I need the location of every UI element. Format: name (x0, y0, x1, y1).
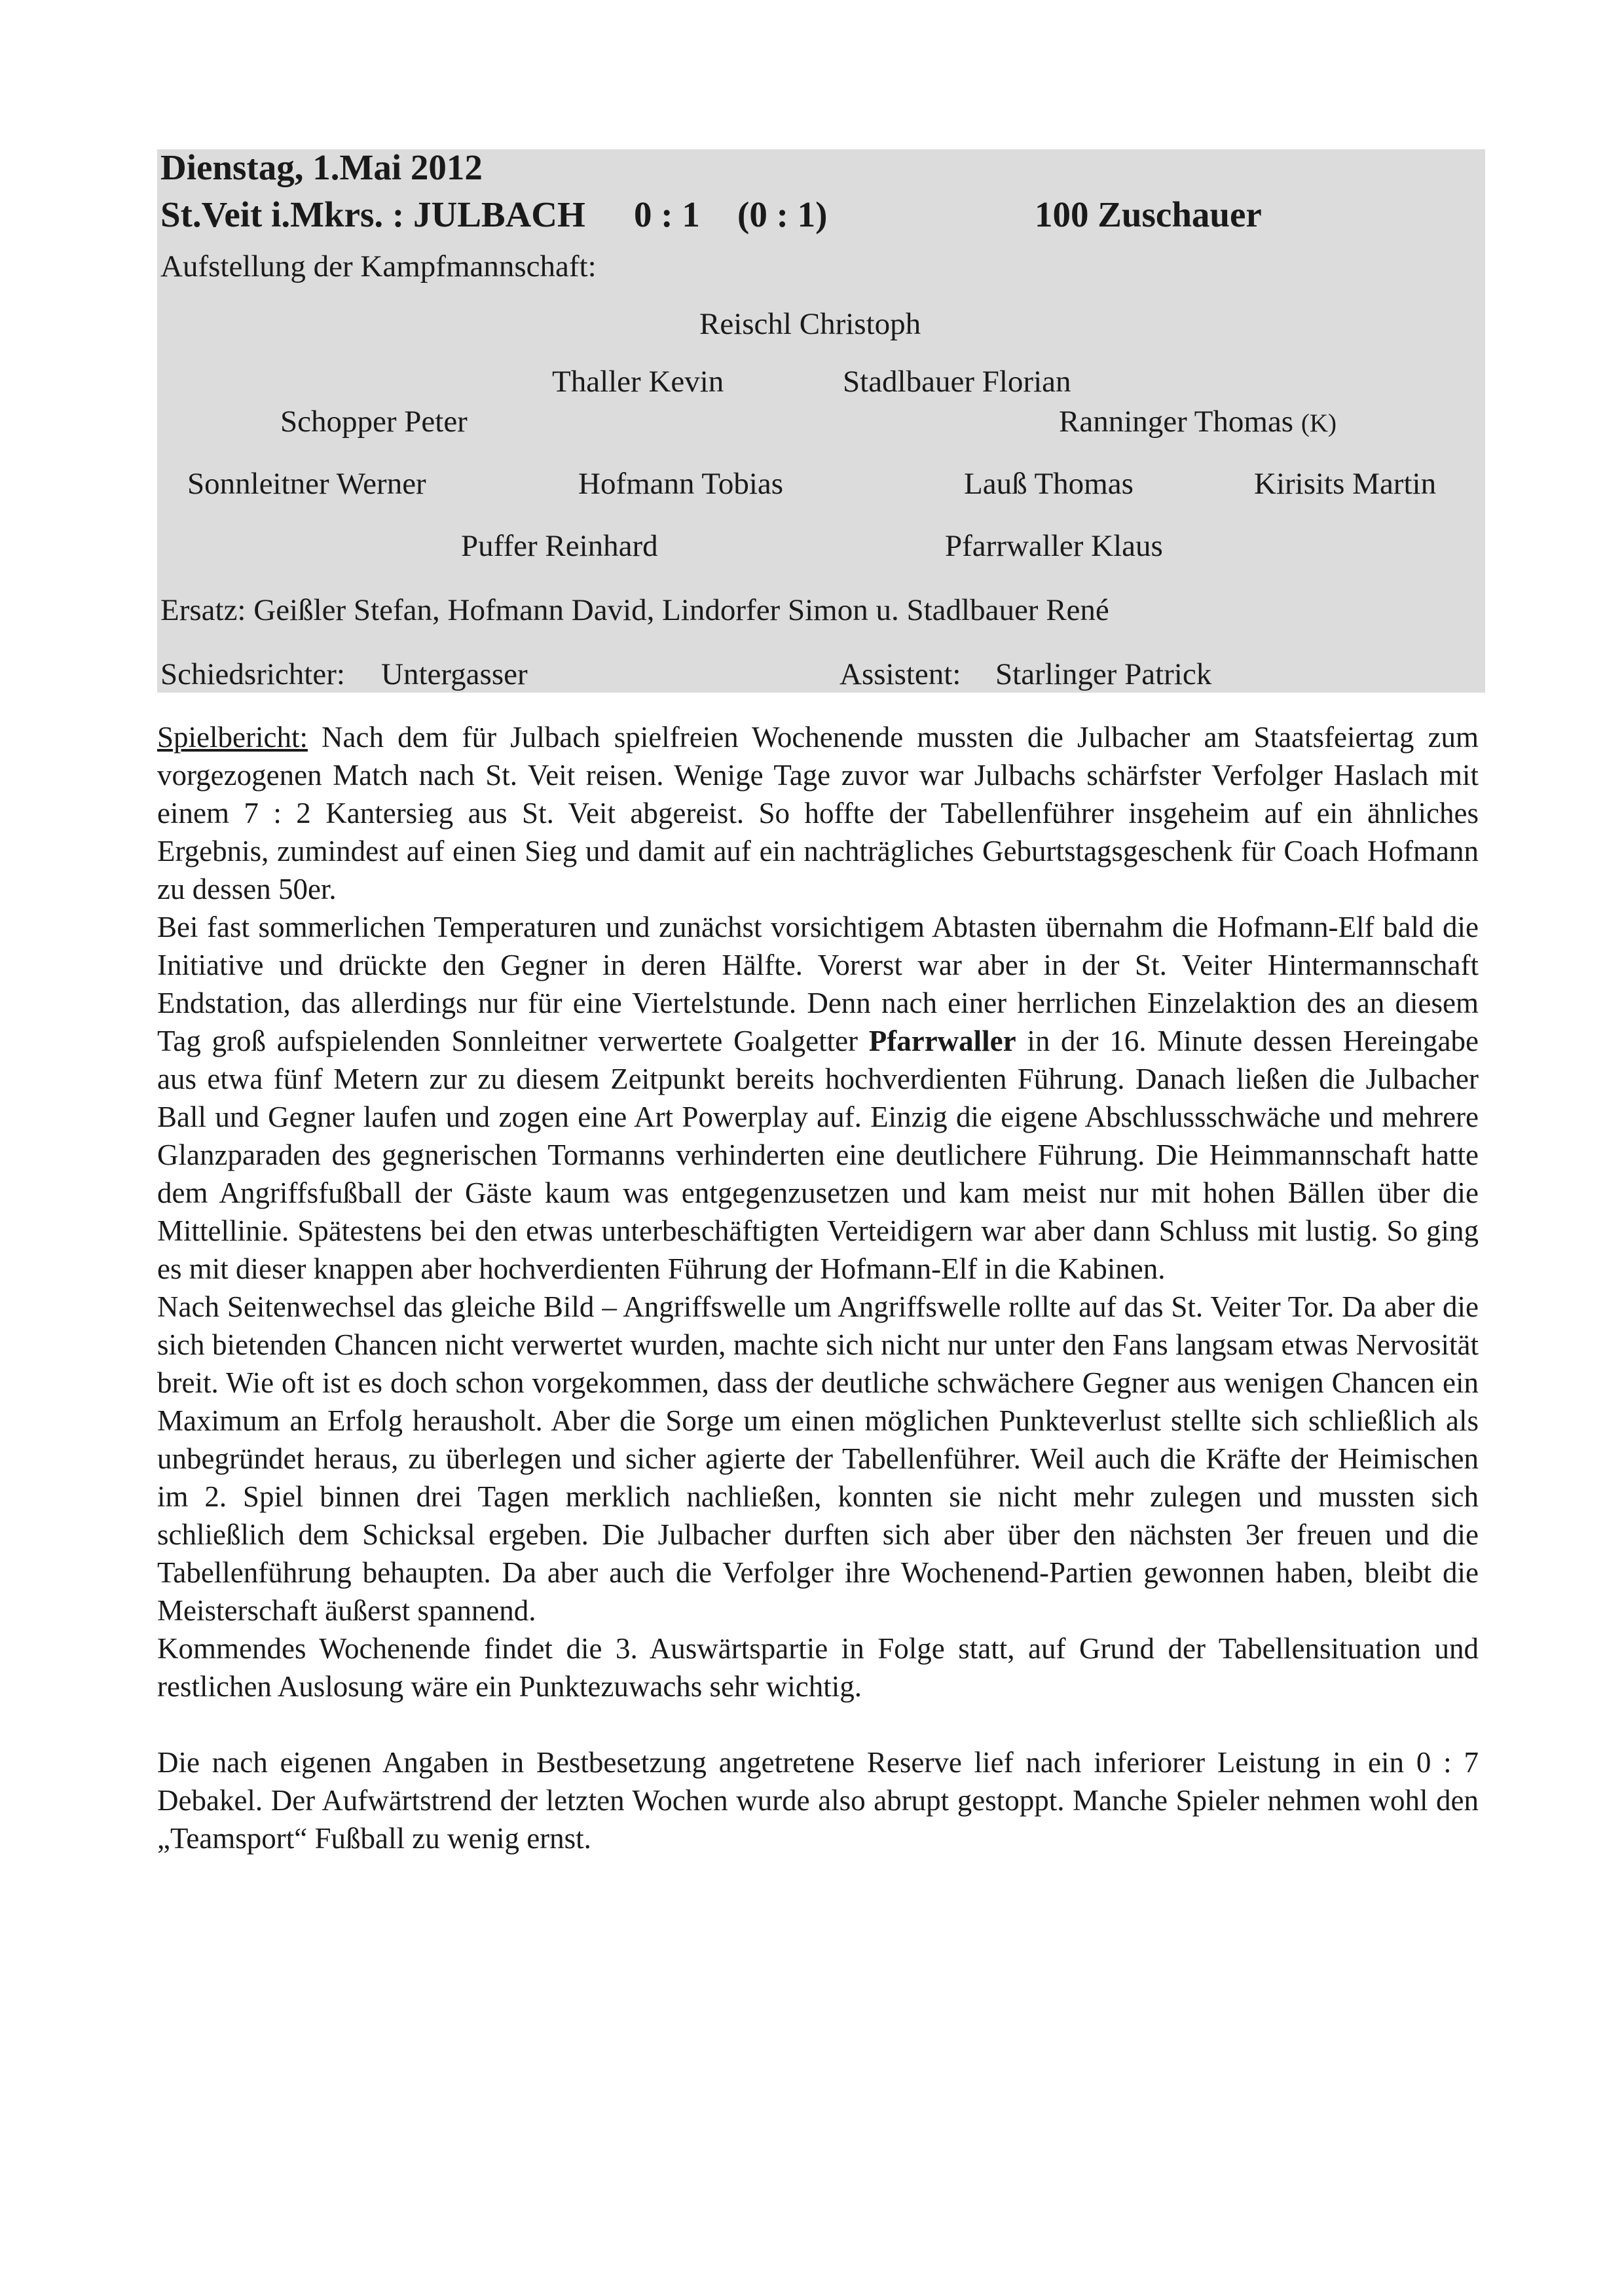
assistant-label: Assistent: (840, 657, 961, 691)
lineup-forward-2: Pfarrwaller Klaus (945, 529, 1163, 563)
lineup-wide-right (1059, 404, 1337, 439)
lineup-defender-1: Thaller Kevin (552, 365, 724, 399)
match-halftime-score: (0 : 1) (737, 194, 828, 234)
reserve-report-paragraph: Die nach eigenen Angaben in Bestbesetzung angetretene Reserve lief nach inferiorer Leistung in ein 0 : 7 Debakel. Der Aufwärtstrend der letzten Wochen wurde also abrupt gestoppt. Manche Spieler nehmen wohl den „Teamsport“ Fußball zu wenig ernst. (157, 1746, 1479, 1855)
match-report (157, 718, 1479, 1857)
lineup-heading: Aufstellung der Kampfmannschaft: (160, 249, 597, 283)
substitutes-label: Ersatz: (160, 593, 246, 627)
lineup-midfielder-4: Kirisits Martin (1254, 467, 1437, 501)
lineup-defender-2: Stadlbauer Florian (843, 365, 1071, 399)
lineup-midfielder-1: Sonnleitner Werner (187, 467, 426, 501)
lineup-wide-right-name: Ranninger Thomas (1059, 405, 1294, 439)
report-paragraph-4: Kommendes Wochenende findet die 3. Auswärtspartie in Folge statt, auf Grund der Tabellensituation und restlichen Auslosung wäre ein Punktezuwachs sehr wichtig. (157, 1632, 1479, 1703)
referee-label: Schiedsrichter: (160, 657, 345, 691)
lineup-forward-1: Puffer Reinhard (461, 529, 658, 563)
match-date: Dienstag, 1.Mai 2012 (160, 147, 483, 187)
match-teams: St.Veit i.Mkrs. : JULBACH (160, 194, 585, 234)
assistant-name: Starlinger Patrick (995, 657, 1212, 691)
scorer-name: Pfarrwaller (868, 1025, 1016, 1057)
substitutes-line (160, 592, 1109, 628)
report-label: Spielbericht: (157, 721, 308, 754)
lineup-wide-left: Schopper Peter (280, 405, 468, 439)
match-score: 0 : 1 (634, 194, 700, 234)
lineup-goalkeeper: Reischl Christoph (699, 307, 921, 341)
lineup-midfielder-2: Hofmann Tobias (578, 467, 784, 501)
referee-name: Untergasser (381, 657, 528, 691)
report-paragraph-2: Bei fast sommerlichen Temperaturen und zunächst vorsichtigem Abtasten übernahm die Hofmann-Elf bald die Initiative und drückte den Gegner in deren Hälfte. Vorerst war aber in der St. Veiter Hintermannschaft Endstation, das allerdings nur für eine Viertelstunde. Denn nach einer herrlichen Einzelaktion des an diesem Tag groß aufspielenden Sonnleitner verwertete Goalgetter Pfarrwaller in der 16. Minute dessen Hereingabe aus etwa fünf Metern zur zu diesem Zeitpunkt bereits hochverdienten Führung. Danach ließen die Julbacher Ball und Gegner laufen und zogen eine Art Powerplay auf. Einzig die eigene Abschlussschwäche und mehrere Glanzparaden des gegnerischen Tormanns verhinderten eine deutlichere Führung. Die Heimmannschaft hatte dem Angriffsfußball der Gäste kaum was entgegenzusetzen und kam meist nur mit hohen Bällen über die Mittellinie. Spätestens bei den etwas unterbeschäftigten Verteidigern war aber dann Schluss mit lustig. So ging es mit dieser knappen aber hochverdienten Führung der Hofmann-Elf in die Kabinen. (157, 911, 1479, 1285)
captain-mark: (K) (1301, 409, 1337, 437)
spectator-count: 100 Zuschauer (1035, 194, 1262, 234)
lineup-midfielder-3: Lauß Thomas (964, 467, 1134, 501)
report-paragraph-1: Spielbericht: Nach dem für Julbach spielfreien Wochenende mussten die Julbacher am Staatsfeiertag zum vorgezogenen Match nach St. Veit reisen. Wenige Tage zuvor war Julbachs schärfster Verfolger Haslach mit einem 7 : 2 Kantersieg aus St. Veit abgereist. So hoffte der Tabellenführer insgeheim auf ein ähnliches Ergebnis, zumindest auf einen Sieg und damit auf ein nachträgliches Geburtstagsgeschenk für Coach Hofmann zu dessen 50er. (157, 721, 1479, 905)
report-paragraph-3: Nach Seitenwechsel das gleiche Bild – Angriffswelle um Angriffswelle rollte auf das St. Veiter Tor. Da aber die sich bietenden Chancen nicht verwertet wurden, machte sich nicht nur unter den Fans langsam etwas Nervosität breit. Wie oft ist es doch schon vorgekommen, dass der deutliche schwächere Gegner aus wenigen Chancen ein Maximum an Erfolg herausholt. Aber die Sorge um einen möglichen Punkteverlust stellte sich schließlich als unbegründet heraus, zu überlegen und sicher agierte der Tabellenführer. Weil auch die Kräfte der Heimischen im 2. Spiel binnen drei Tagen merklich nachließen, konnten sie nicht mehr zulegen und mussten sich schließlich dem Schicksal ergeben. Die Julbacher durften sich aber über den nächsten 3er freuen und die Tabellenführung behaupten. Da aber auch die Verfolger ihre Wochenend-Partien gewonnen haben, bleibt die Meisterschaft äußerst spannend. (157, 1290, 1479, 1627)
substitutes-names: Geißler Stefan, Hofmann David, Lindorfer Simon u. Stadlbauer René (253, 593, 1109, 627)
